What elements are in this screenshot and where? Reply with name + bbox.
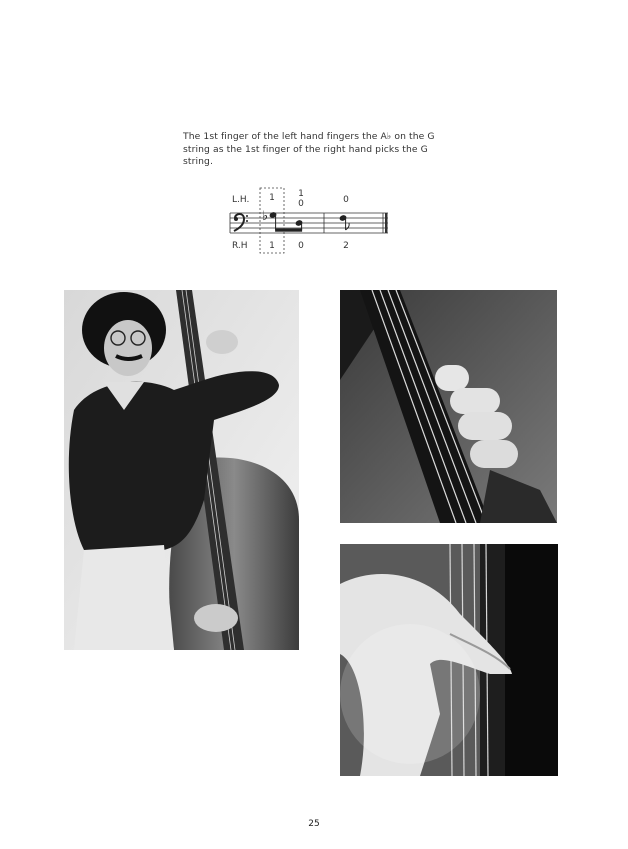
rh-finger-2: 0 — [298, 241, 304, 251]
right-hand-closeup-photo — [340, 544, 558, 776]
lh-finger-3: 0 — [298, 199, 304, 209]
player-with-bass-photo — [64, 290, 299, 650]
final-barline — [385, 213, 388, 233]
page-number: 25 — [308, 819, 320, 829]
lh-finger-1: 1 — [269, 193, 275, 203]
caption-text: The 1st finger of the left hand fingers the A♭ on the G string as the 1st finger of the right hand picks the G string. — [183, 131, 435, 167]
rh-finger-3: 2 — [343, 241, 349, 251]
rh-finger-1: 1 — [269, 241, 275, 251]
lh-finger-2: 1 — [298, 189, 304, 199]
lh-label: L.H. — [232, 195, 250, 205]
watermark-logo — [340, 624, 480, 764]
staff-lines — [230, 213, 388, 233]
bass-clef-icon — [234, 214, 248, 231]
left-hand-closeup-photo — [340, 290, 557, 523]
rh-label: R.H — [232, 241, 248, 251]
lh-finger-4: 0 — [343, 195, 349, 205]
music-notation — [226, 185, 398, 255]
flat-icon: ♭ — [262, 209, 269, 224]
